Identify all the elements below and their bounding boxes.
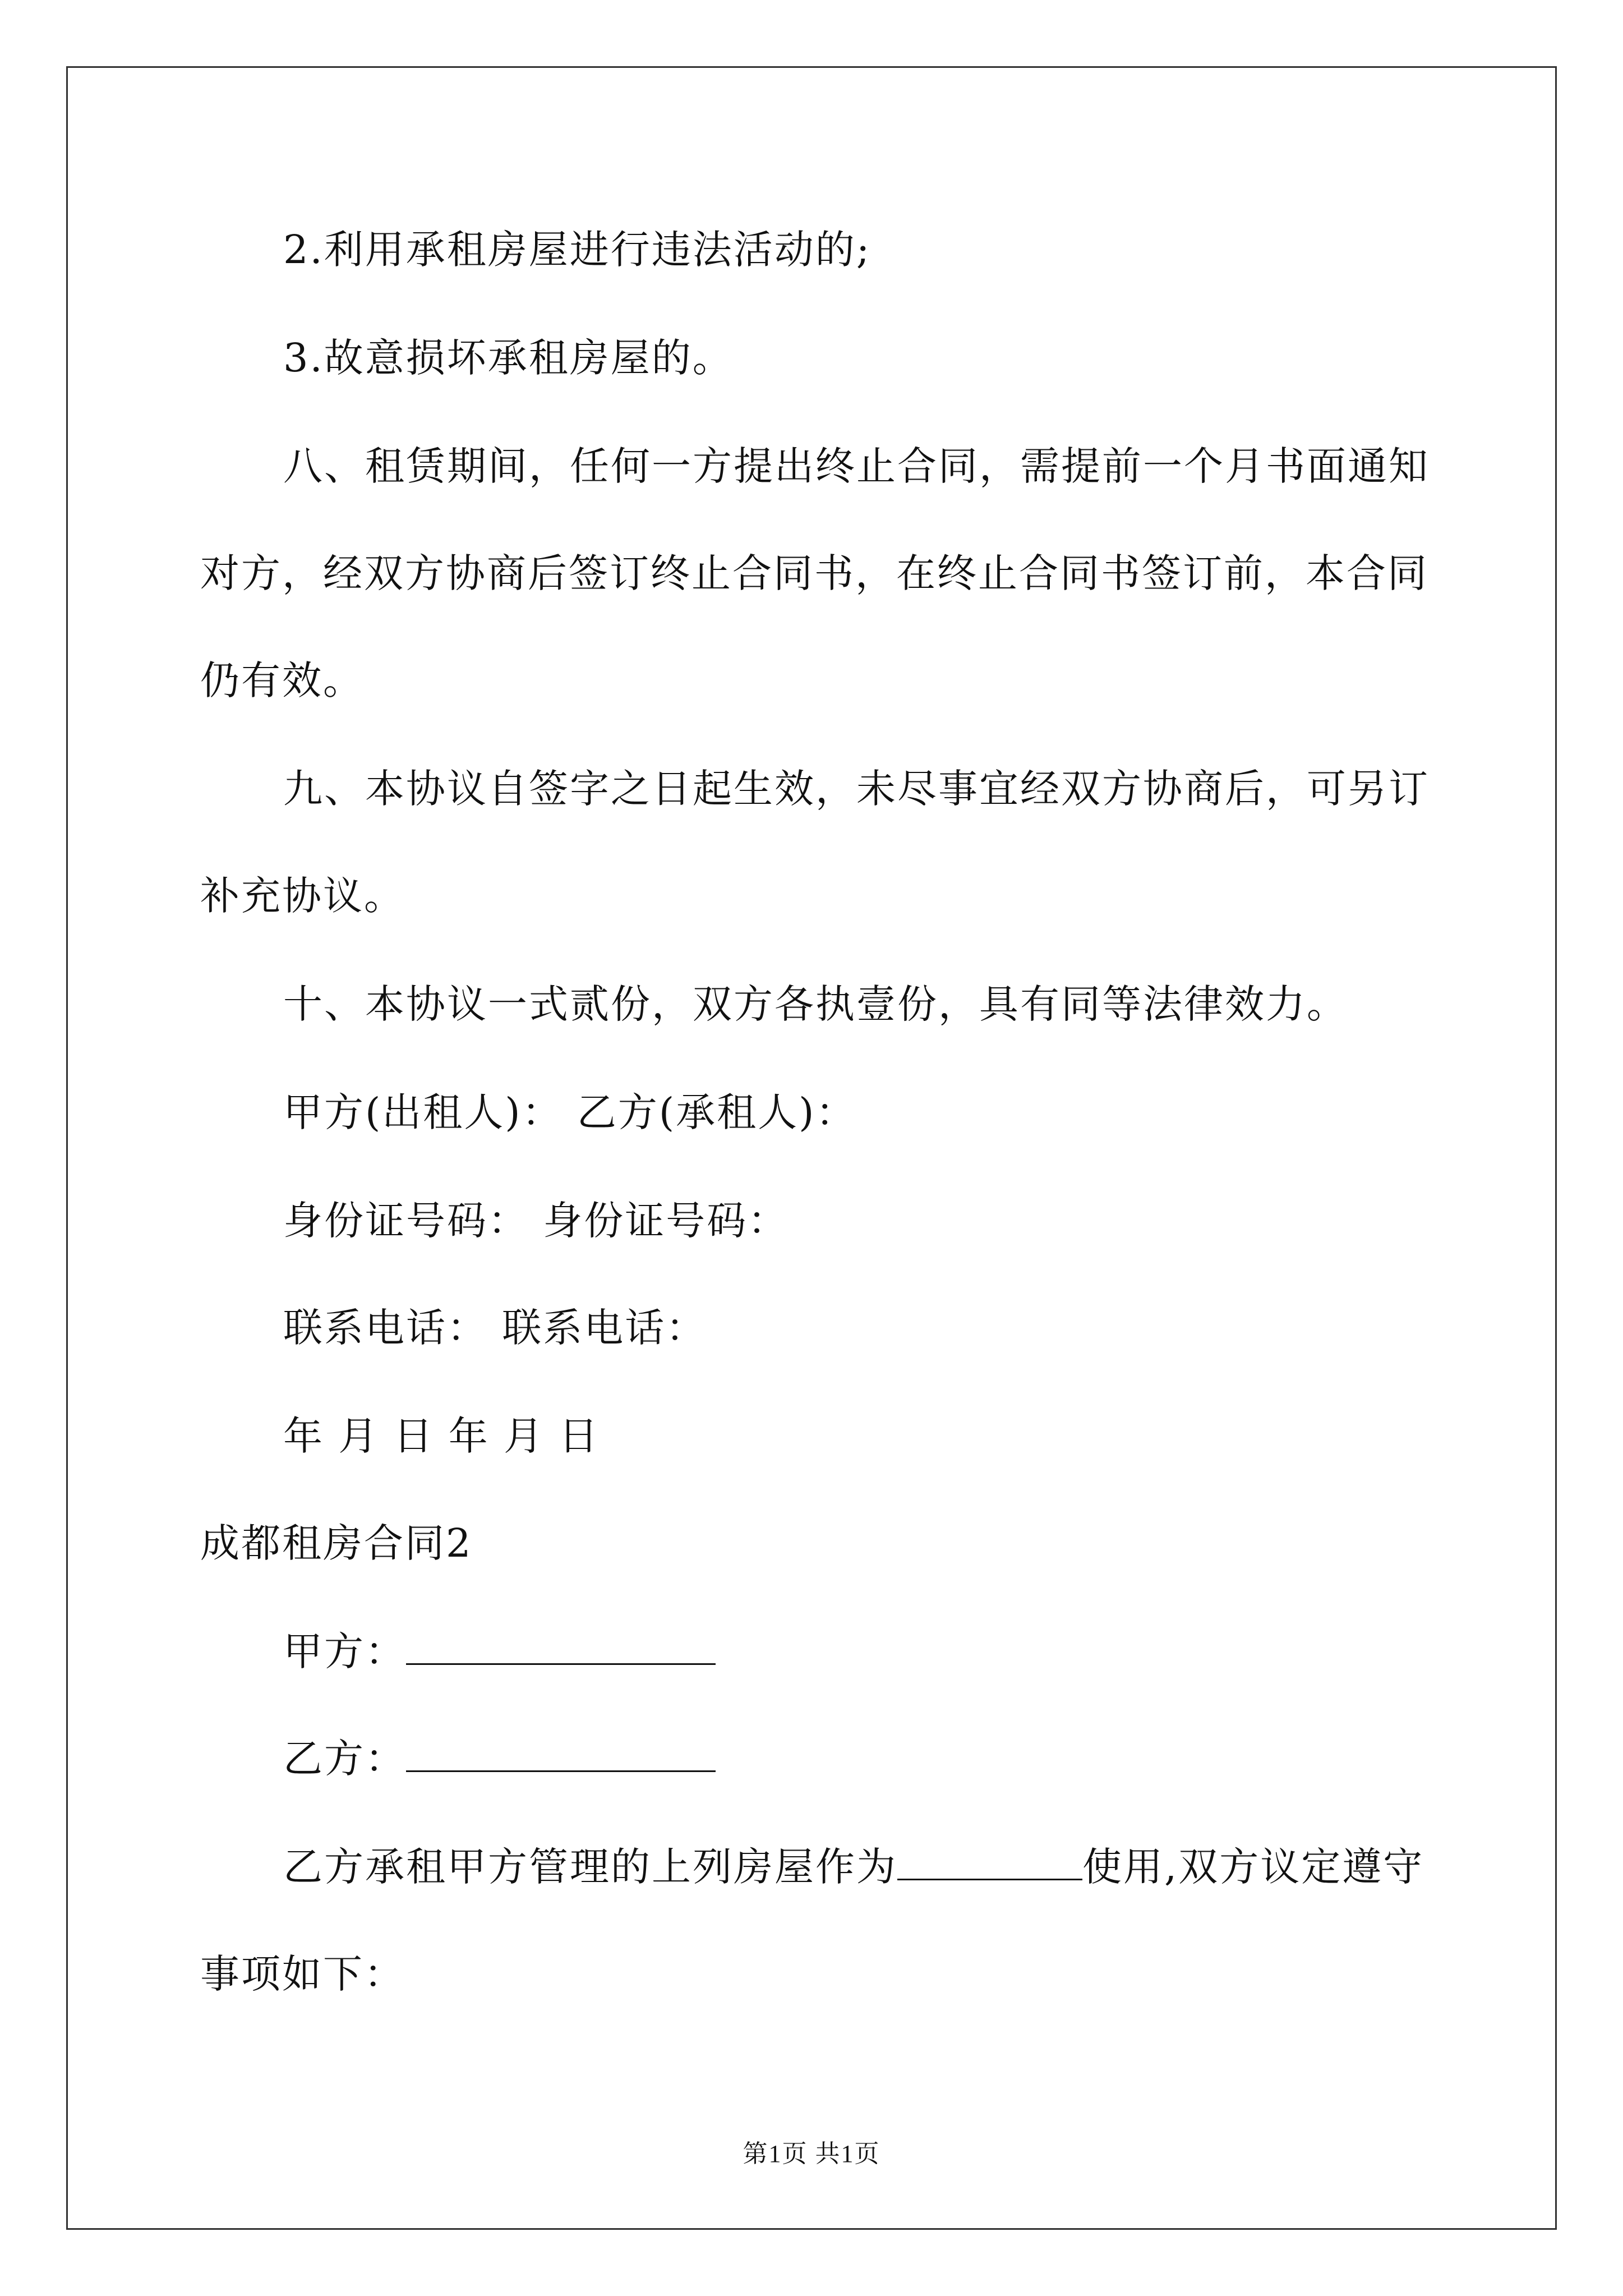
usage-paragraph-line-2: 事项如下：	[200, 1951, 405, 1997]
signature-parties-line: 甲方(出租人)： 乙方(承租人)：	[283, 1089, 857, 1135]
party-b-label: 乙方：	[283, 1736, 406, 1782]
phone-line: 联系电话： 联系电话：	[283, 1305, 707, 1351]
paragraph-section-9-line-2: 补充协议。	[200, 873, 405, 919]
id-number-line: 身份证号码： 身份证号码：	[283, 1198, 789, 1244]
paragraph-clause-2: 2.利用承租房屋进行违法活动的;	[283, 227, 872, 273]
party-b-line	[283, 1733, 716, 1784]
date-line: 年 月 日 年 月 日	[283, 1413, 600, 1459]
usage-blank	[897, 1844, 1082, 1880]
page-border	[66, 66, 1557, 2230]
paragraph-section-9-line-1: 九、本协议自签字之日起生效，未尽事宜经双方协商后，可另订	[283, 766, 1430, 812]
paragraph-clause-3: 3.故意损坏承租房屋的。	[283, 335, 734, 381]
paragraph-section-8-line-1: 八、租赁期间，任何一方提出终止合同，需提前一个月书面通知	[283, 443, 1430, 489]
contract-2-title: 成都租房合同2	[200, 1520, 473, 1566]
party-b-blank	[406, 1736, 716, 1772]
party-a-blank	[406, 1628, 716, 1665]
usage-text-end: 使用,双方议定遵守	[1082, 1844, 1424, 1890]
usage-text-start: 乙方承租甲方管理的上列房屋作为	[283, 1844, 897, 1890]
party-a-label: 甲方：	[283, 1628, 406, 1674]
party-a-line	[283, 1626, 716, 1677]
usage-paragraph-line-1	[283, 1842, 1424, 1892]
paragraph-section-10: 十、本协议一式贰份，双方各执壹份，具有同等法律效力。	[283, 981, 1348, 1027]
page-footer: 第1页 共1页	[743, 2140, 880, 2168]
paragraph-section-8-line-3: 仍有效。	[200, 657, 364, 703]
paragraph-section-8-line-2: 对方，经双方协商后签订终止合同书，在终止合同书签订前，本合同	[200, 550, 1428, 596]
